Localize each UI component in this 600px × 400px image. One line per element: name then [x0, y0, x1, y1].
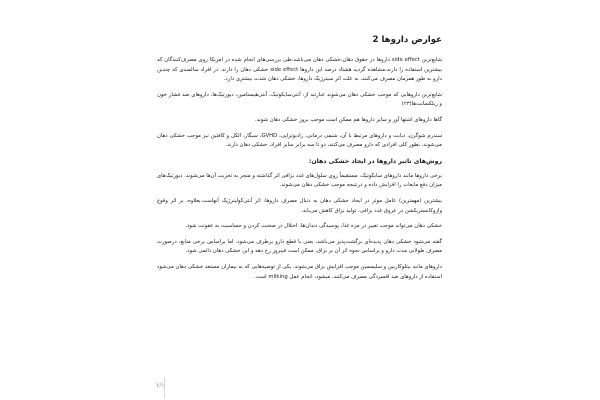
paragraph-anticholinergic-effect: بیشترین (مهمترین) عامل موثر در ایجاد خشکی دهان به دنبال مصرف داروها، اثر آنتی‌کولینرژیک آنهاست.بعلاوه، بر اثر وقوع وازوکانستریکشن در عروق غدد بزاقی، تولید بزاق کاهش می‌یابد.	[157, 197, 442, 214]
section-subtitle: روش‌های تاثیر داروها در ایجاد خشکی دهان:	[308, 157, 442, 165]
page-title: عوارض داروها 2	[372, 35, 442, 45]
paragraph-side-effect-prevalence: شایع‌ترین side effect داروها در حقوق دهان،خشکی دهان می‌باشد.طی بررسی‌های انجام شده در امریکا روی مصرف‌کنندگان که بیشترین استفاده را دارند،مشاهده گردید هشتاد درصد این داروها side effect خشکی دهان را دارند. در افراد سالمندی که چندین دارو به طور همزمان مصرف می‌کنند، به علت اثر سینرژیک داروها، خشکی دهان شدت بیشتری دارد.	[157, 57, 442, 83]
paragraph-common-drugs: شایع‌ترین داروهایی که موجب خشکی دهان می‌شوند عبارتند از: آنتی‌سایکوتیک، آنتی‌هیستامین، دیورتیک‌ها، داروهای ضد فشار خون و ریلکسانت‌ها(۲۳)	[157, 91, 442, 108]
paragraph-reversibility: گفته می‌شود خشکی دهان پدیده‌ای برگشت‌پذیر می‌باشد، یعنی با قطع دارو برطرف می‌شود. اما براساس برخی منابع، درصورت مصرف طولانی مدت دارو و براساس نحوه اثر آن بر بزاق، ممکن است فیبروز رخ دهد و این خشکی دهان دائمی شود.	[157, 238, 442, 255]
paragraph-consequences: خشکی دهان می‌تواند موجب تغییر در مزه غذا، پوسیدگی دندان‌ها، اختلال در صحبت کردن و حساسیت به عفونت شود.	[185, 223, 442, 230]
document-content	[157, 34, 442, 288]
paragraph-other-drugs: گاها داروهای اشتها آور و سایر داروها هم ممکن است موجب بروز خشکی دهان شوند.	[254, 116, 442, 123]
paragraph-direct-effects: برخی داروها مانند داروهای سایکوتیک، مستقیماً روی سلول‌های غدد بزاقی اثر گذاشته و منجر به تخریب آن‌ها می‌شوند. دیورتیک‌های میزان دفع مایعات را افزایش داده و درنتیجه موجب خشکی دهان می‌شوند.	[157, 172, 442, 189]
page-number: ۷/۱	[156, 382, 165, 389]
paragraph-other-causes: سندرم شوگرن، دیابت و داروهای مرتبط با آن، شیمی درمانی، رادیوتراپی، GVHD، سیگار، الکل و کافئین نیز موجب خشکی دهان می‌شوند. بطور کلی افرادی که دارو مصرف می‌کنند، دو تا سه برابر سایر افراد، خشکی دهان دارند.	[157, 132, 443, 149]
paragraph-recommendations: داروهای مانند بیتلوکاربین و سلیمسین موجب افزایش بزاق می‌شوند. یکی از توصیه‌هایی که به بیماران مستعد خشکی دهان می‌شود استفاده از داروهای ضد افسردگی مصرف می‌کنند، میشود، انجام عمل milking است.	[157, 263, 442, 280]
